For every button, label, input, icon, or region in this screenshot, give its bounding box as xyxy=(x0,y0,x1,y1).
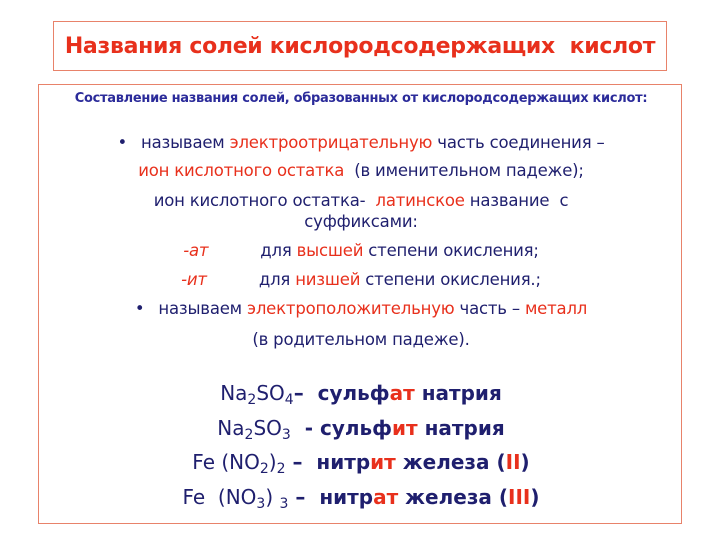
bullet-icon: • xyxy=(134,299,145,318)
suffix-line-at: -ат для высшей степени окисления; xyxy=(183,241,539,260)
rule-line-4: суффиксами: xyxy=(304,212,418,231)
rule-line-3: ион кислотного остатка- латинское название с xyxy=(153,191,569,210)
formula-sodium-sulfite: $Na_2SO_3$ - сульфит натрия xyxy=(217,416,505,443)
formula-iron-nitrate: Fe $(NO_3)$ $_3$ – нитрат железа (III) xyxy=(182,485,540,512)
suffix-line-it: -ит для низшей степени окисления.; xyxy=(181,270,541,289)
bullet-icon: • xyxy=(117,133,128,152)
content-box xyxy=(38,84,682,524)
slide-title: Названия солей кислородсодержащих кислот xyxy=(64,33,656,59)
title-box xyxy=(53,21,667,71)
rule-line-1: • называем электроотрицательную часть соединения – xyxy=(117,133,605,152)
rule-line-7: • называем электроположительную часть – металл xyxy=(134,299,588,318)
formula-iron-nitrite: Fe $(NO_2)_2$ – нитрит железа (II) xyxy=(192,450,530,477)
formula-sodium-sulfate: $Na_2SO_4-$ сульфат натрия xyxy=(220,381,502,408)
intro-text: Составление названия солей, образованных от кислородсодержащих кислот: xyxy=(74,91,648,106)
rule-line-2: ион кислотного остатка (в именительном падеже); xyxy=(138,161,584,180)
rule-line-8: (в родительном падеже). xyxy=(252,330,470,349)
